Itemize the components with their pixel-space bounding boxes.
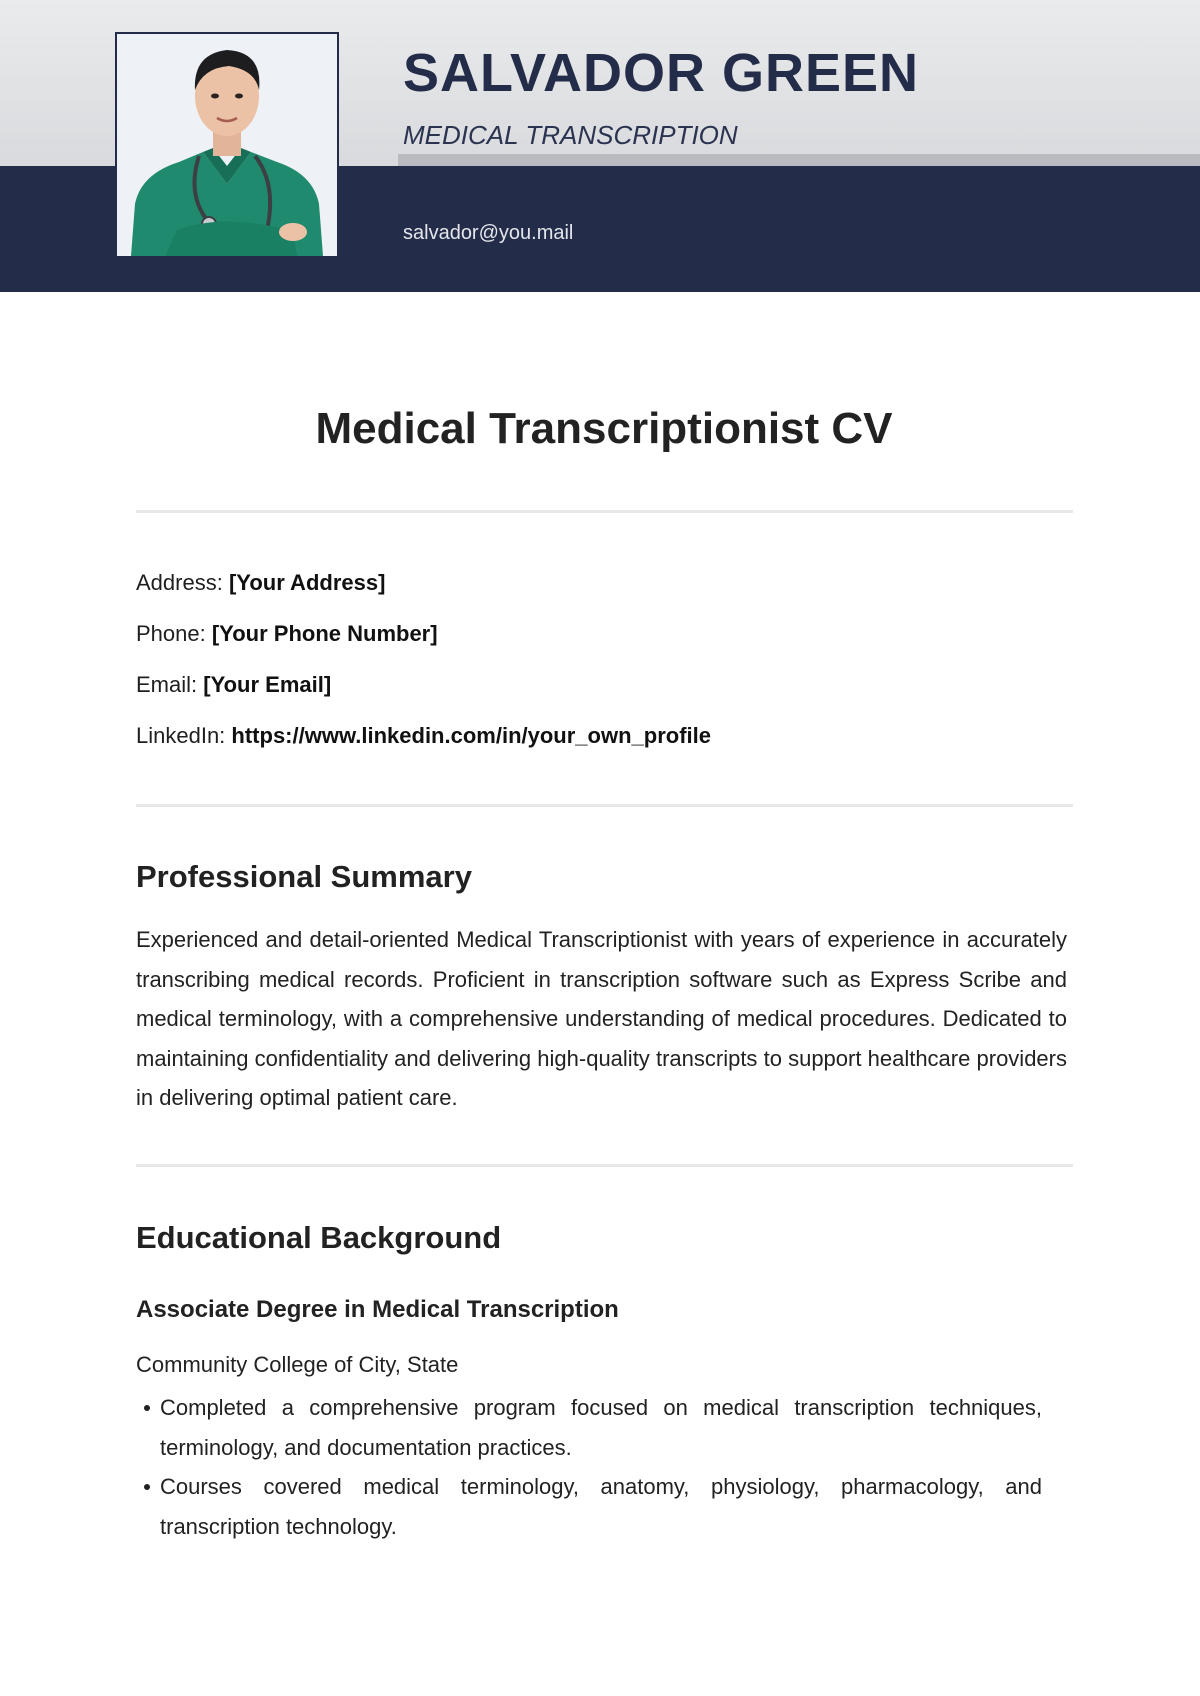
contact-label: Phone:: [136, 621, 206, 646]
summary-text: Experienced and detail-oriented Medical Transcriptionist with years of experience in accurately transcribing medical records. Proficient in transcription software such as Express Scribe and medical terminology, with a comprehensive understanding of medical procedures. Dedicated to maintaining confidentiality and delivering high-quality transcripts to support healthcare providers in delivering optimal patient care.: [136, 927, 1067, 1110]
document-title: Medical Transcriptionist CV: [315, 404, 893, 453]
section-heading-summary: Professional Summary: [136, 859, 472, 894]
school-name: Community College of City, State: [136, 1352, 459, 1377]
candidate-role: MEDICAL TRANSCRIPTION: [403, 120, 738, 150]
list-item: Completed a comprehensive program focused on medical transcription techniques, terminology, and documentation practices.: [136, 1388, 1042, 1467]
degree-title: Associate Degree in Medical Transcription: [136, 1296, 619, 1323]
contact-value: [Your Phone Number]: [211, 621, 438, 646]
header-accent-stripe: [398, 154, 1200, 166]
divider: [136, 510, 1073, 513]
list-item: Courses covered medical terminology, anatomy, physiology, pharmacology, and transcription technology.: [136, 1467, 1042, 1546]
contact-label: LinkedIn:: [136, 723, 226, 748]
cv-header: [0, 0, 1200, 292]
contact-address: [136, 570, 385, 596]
profile-photo-illustration: [117, 34, 337, 256]
header-email[interactable]: salvador@you.mail: [403, 222, 574, 244]
contact-value: [Your Address]: [228, 570, 386, 595]
divider: [136, 804, 1073, 807]
contact-email: [136, 672, 331, 698]
profile-photo: [115, 32, 339, 258]
contact-value: [Your Email]: [203, 672, 332, 697]
contact-label: Address:: [136, 570, 223, 595]
linkedin-link[interactable]: https://www.linkedin.com/in/your_own_profile: [231, 723, 711, 748]
contact-phone: [136, 621, 438, 647]
divider: [136, 1164, 1073, 1167]
education-bullets: [136, 1388, 1042, 1546]
section-heading-education: Educational Background: [136, 1220, 502, 1255]
contact-linkedin: [136, 723, 711, 749]
contact-label: Email:: [136, 672, 198, 697]
candidate-name: SALVADOR GREEN: [403, 43, 920, 103]
